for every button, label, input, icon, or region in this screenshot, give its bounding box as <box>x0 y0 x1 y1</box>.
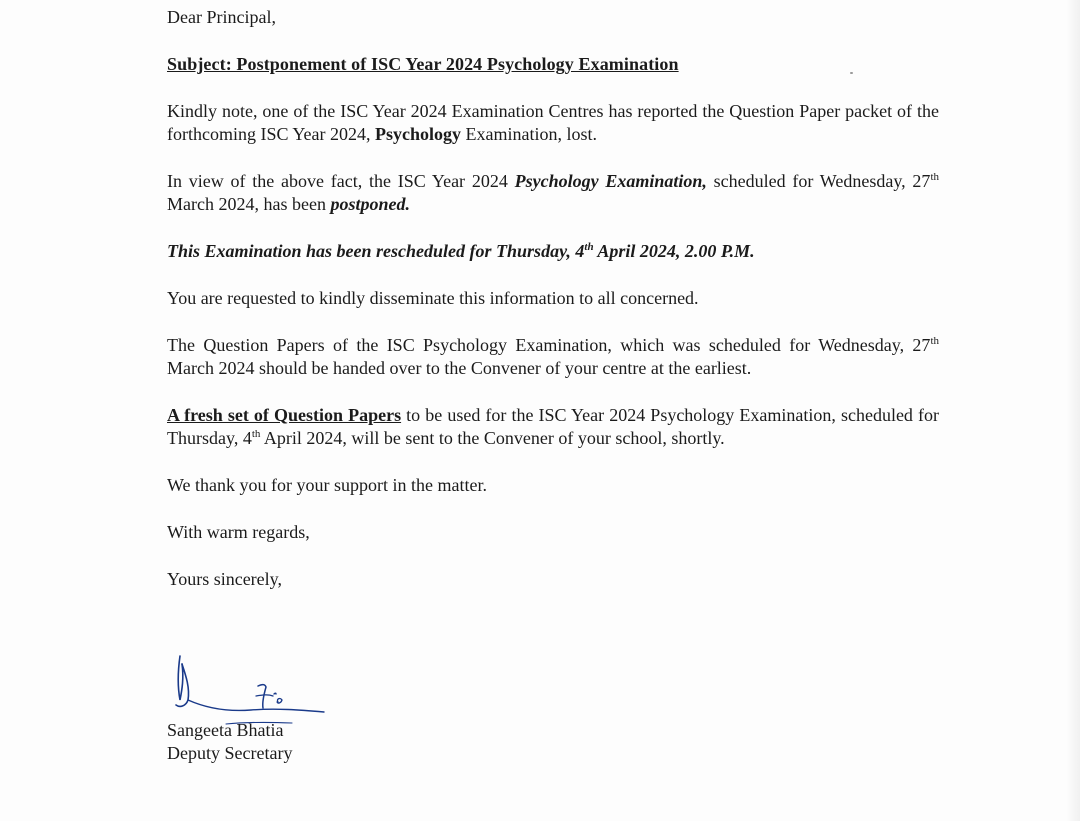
handwritten-signature <box>166 650 336 725</box>
p2-sup: th <box>930 171 939 183</box>
p2-text-a: In view of the above fact, the ISC Year 2024 <box>167 171 515 191</box>
sincerely-line: Yours sincerely, <box>167 569 282 589</box>
p1-text-c: Examination, lost. <box>461 124 597 144</box>
p6-sup: th <box>251 428 261 440</box>
paragraph-lost-packet <box>167 100 939 146</box>
paragraph-fresh-set <box>167 404 939 450</box>
p3-text-a: This Examination has been rescheduled for Thursday, 4 <box>167 241 585 261</box>
p5-text-c: March 2024 should be handed over to the Convener of your centre at the earliest. <box>167 358 752 378</box>
p2-text-c: scheduled for Wednesday, 27 <box>706 171 931 191</box>
letter-body <box>167 6 939 615</box>
thank-you-line: We thank you for your support in the matter. <box>167 475 487 495</box>
paragraph-rescheduled <box>167 240 939 263</box>
p3-sup: th <box>584 241 594 253</box>
p6-text-b: to be used for the ISC Year 2024 Psychology Examination, scheduled for Thursday, 4 <box>167 405 940 448</box>
subject-line: Subject: Postponement of ISC Year 2024 Psychology Examination <box>167 54 679 74</box>
p1-text-a: Kindly note, one of the ISC Year 2024 Examination Centres has reported the Question Paper packet of the forthcoming ISC Year 2024, <box>167 101 939 144</box>
signer-block <box>167 719 292 765</box>
p1-text-b: Psychology <box>375 124 462 144</box>
signer-name: Sangeeta Bhatia <box>167 720 284 740</box>
paragraph-disseminate: You are requested to kindly disseminate this information to all concerned. <box>167 288 699 308</box>
salutation: Dear Principal, <box>167 7 276 27</box>
p3-text-c: April 2024, 2.00 P.M. <box>593 241 755 261</box>
signer-title: Deputy Secretary <box>167 743 293 763</box>
regards-line: With warm regards, <box>167 522 310 542</box>
page-edge-shadow <box>1066 0 1080 821</box>
paragraph-hand-over <box>167 334 939 380</box>
p6-text-a: A fresh set of Question Papers <box>167 405 402 425</box>
p2-text-f: postponed. <box>330 194 410 214</box>
p5-text-a: The Question Papers of the ISC Psychology Examination, which was scheduled for Wednesday, 27 <box>167 335 931 355</box>
p2-text-e: March 2024, has been <box>167 194 331 214</box>
p6-text-d: April 2024, will be sent to the Convener of your school, shortly. <box>260 428 725 448</box>
paragraph-postponed <box>167 170 939 216</box>
p5-sup: th <box>930 335 939 347</box>
p2-text-b: Psychology Examination, <box>514 171 707 191</box>
